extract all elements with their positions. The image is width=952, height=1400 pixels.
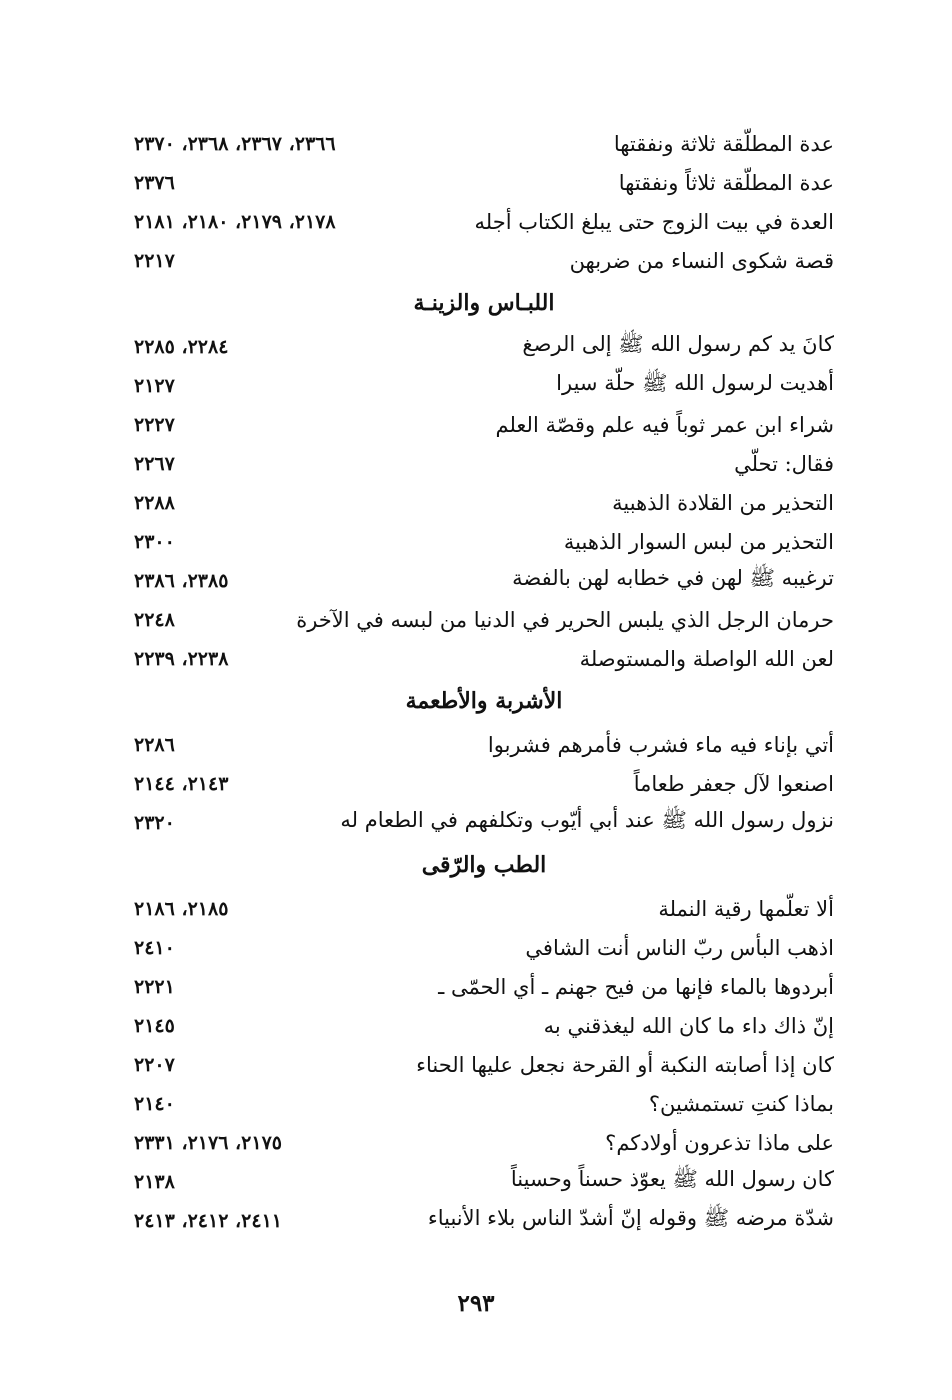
entry-refs: ٢٢٣٨، ٢٢٣٩	[134, 647, 229, 670]
entry-title: على ماذا تذعرون أولادكم؟	[605, 1130, 834, 1155]
entry-title: كان إذا أصابته النكبة أو القرحة نجعل عليها الحناء	[416, 1052, 834, 1077]
entry-title: نزول رسول الله ﷺ عند أبي أيّوب وتكلفهم في الطعام له	[340, 808, 834, 832]
entry-refs: ٢٢٨٤، ٢٢٨٥	[134, 335, 229, 358]
entry-refs: ٢٢٢١	[134, 975, 175, 998]
index-entry	[134, 124, 834, 163]
index-entry	[134, 928, 834, 967]
entry-refs: ٢١٣٨	[134, 1170, 175, 1193]
index-entry	[134, 1006, 834, 1045]
index-page	[134, 124, 834, 1240]
index-entry	[134, 1201, 834, 1240]
entry-title: التحذير من القلادة الذهبية	[612, 490, 834, 515]
entry-title: شدّة مرضه ﷺ وقوله إنّ أشدّ الناس بلاء الأنبياء	[427, 1206, 834, 1230]
entry-title: شراء ابن عمر ثوباً فيه علم وقصّة العلم	[495, 412, 834, 437]
entry-title: كان رسول الله ﷺ يعوّذ حسناً وحسيناً	[510, 1167, 834, 1191]
entry-title: التحذير من لبس السوار الذهبية	[563, 529, 834, 554]
index-entry	[134, 639, 834, 678]
entry-title: أتي بإناء فيه ماء فشرب فأمرهم فشربوا	[487, 732, 834, 757]
entry-refs: ٢٤١١، ٢٤١٢، ٢٤١٣	[134, 1209, 282, 1232]
entry-refs: ٢٢٠٧	[134, 1053, 175, 1076]
section-medicine-incantations	[134, 846, 834, 1240]
index-entry	[134, 1084, 834, 1123]
index-entry	[134, 1123, 834, 1162]
entry-refs: ٢١٨٥، ٢١٨٦	[134, 897, 229, 920]
entry-title: أبردوها بالماء فإنها من فيح جهنم ـ أي الحمّى ـ	[438, 974, 834, 999]
section-heading: الطب والرّقى	[421, 852, 547, 878]
entry-title: لعن الله الواصلة والمستوصلة	[579, 646, 834, 671]
entry-refs: ٢٣٢٠	[134, 811, 175, 834]
entry-title: عدة المطلّقة ثلاثاً ونفقتها	[618, 170, 834, 195]
entry-refs: ٢٣٨٥، ٢٣٨٦	[134, 569, 229, 592]
entry-refs: ٢١٤٣، ٢١٤٤	[134, 772, 229, 795]
entry-refs: ٢٢٤٨	[134, 608, 175, 631]
entry-title: ألا تعلّمها رقية النملة	[658, 896, 834, 921]
index-entry	[134, 600, 834, 639]
index-entry	[134, 803, 834, 842]
entry-title: ترغيبه ﷺ لهن في خطابه لهن بالفضة	[512, 566, 834, 590]
index-entry	[134, 444, 834, 483]
entry-title: حرمان الرجل الذي يلبس الحرير في الدنيا من لبسه في الآخرة	[296, 607, 834, 632]
section-heading: الأشربة والأطعمة	[405, 688, 563, 714]
entry-refs: ٢١٧٨، ٢١٧٩، ٢١٨٠، ٢١٨١	[134, 210, 336, 233]
entry-refs: ٢١٤٥	[134, 1014, 175, 1037]
entry-title: كانَ يد كم رسول الله ﷺ إلى الرصغ	[522, 332, 834, 356]
entry-refs: ٢٣٦٦، ٢٣٦٧، ٢٣٦٨، ٢٣٧٠	[134, 132, 336, 155]
entry-title: بماذا كنتِ تستمشين؟	[648, 1091, 834, 1116]
entry-title: العدة في بيت الزوج حتى يبلغ الكتاب أجله	[474, 209, 834, 234]
entry-title: اذهب البأس ربّ الناس أنت الشافي	[525, 935, 834, 960]
entry-refs: ٢٢٦٧	[134, 452, 175, 475]
entry-refs: ٢٣٠٠	[134, 530, 175, 553]
index-entry	[134, 1162, 834, 1201]
entry-title: قصة شكوى النساء من ضربهن	[569, 248, 834, 273]
section-heading: اللبـاس والزينـة	[413, 290, 555, 316]
index-entry	[134, 522, 834, 561]
index-entry	[134, 967, 834, 1006]
index-entry	[134, 405, 834, 444]
entry-refs: ٢١٧٥، ٢١٧٦، ٢٣٣١	[134, 1131, 282, 1154]
index-entry	[134, 764, 834, 803]
index-entry	[134, 889, 834, 928]
entry-title: فقال: تحلّي	[734, 451, 834, 476]
entry-title: أهديت لرسول الله ﷺ حلّة سيرا	[556, 371, 834, 395]
entry-refs: ٢٢٨٨	[134, 491, 175, 514]
index-entry	[134, 202, 834, 241]
entry-refs: ٢٢١٧	[134, 249, 175, 272]
entry-refs: ٢١٢٧	[134, 374, 175, 397]
entry-refs: ٢١٤٠	[134, 1092, 175, 1115]
section-divorce-waiting	[134, 124, 834, 280]
section-drinks-foods	[134, 682, 834, 842]
entry-title: إنّ ذاك داء ما كان الله ليغذقني به	[543, 1013, 834, 1038]
entry-title: اصنعوا لآل جعفر طعاماً	[633, 771, 834, 796]
index-entry	[134, 366, 834, 405]
index-entry	[134, 241, 834, 280]
entry-refs: ٢٢٢٧	[134, 413, 175, 436]
section-clothing-adornment	[134, 284, 834, 678]
index-entry	[134, 561, 834, 600]
entry-refs: ٢٤١٠	[134, 936, 175, 959]
index-entry	[134, 163, 834, 202]
entry-title: عدة المطلّقة ثلاثة ونفقتها	[613, 131, 834, 156]
index-entry	[134, 1045, 834, 1084]
entry-refs: ٢٣٧٦	[134, 171, 175, 194]
page-number: ٢٩٣	[457, 1290, 495, 1317]
index-entry	[134, 327, 834, 366]
index-entry	[134, 483, 834, 522]
index-entry	[134, 725, 834, 764]
entry-refs: ٢٢٨٦	[134, 733, 175, 756]
